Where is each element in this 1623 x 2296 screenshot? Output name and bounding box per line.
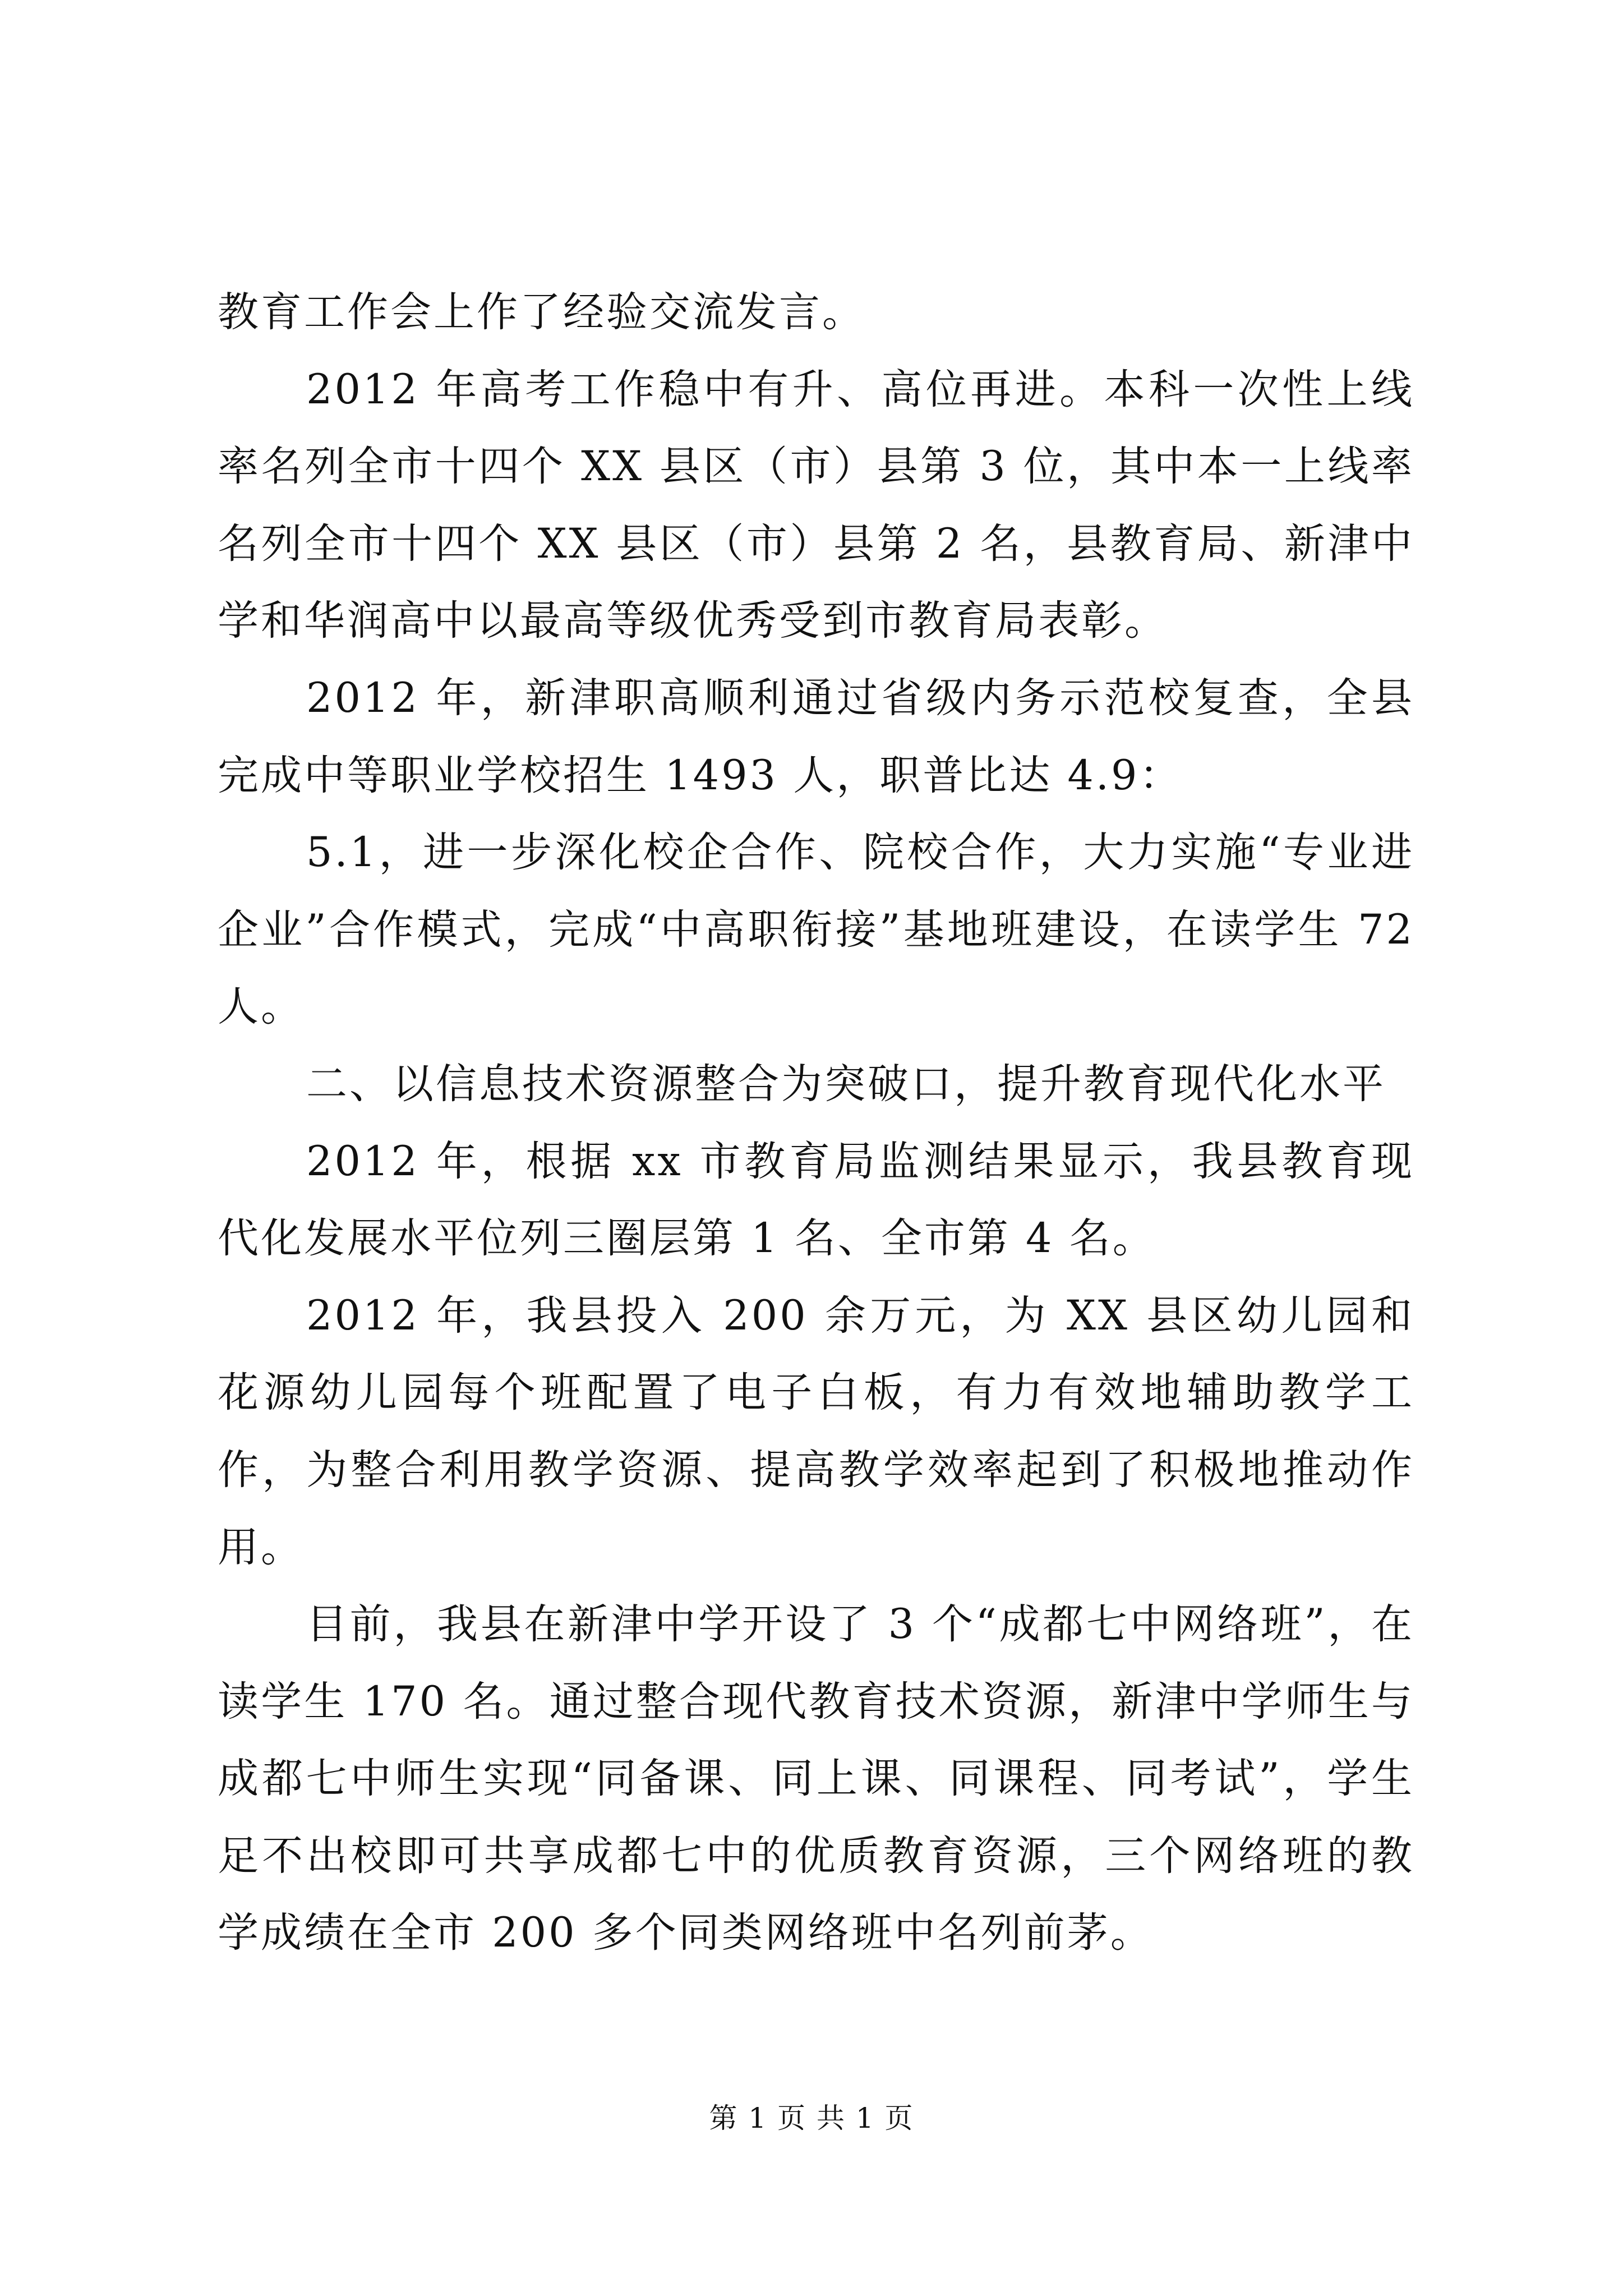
paragraph-4: 5.1，进一步深化校企合作、院校合作，大力实施“专业进企业”合作模式，完成“中高职衔接”基地班建设，在读学生 72 人。 xyxy=(218,829,1414,1031)
paragraph-2: 2012 年高考工作稳中有升、高位再进。本科一次性上线率名列全市十四个 XX 县区（市）县第 3 位，其中本一上线率名列全市十四个 XX 县区（市）县第 2 名，县教育局、新津中学和华润高中以最高等级优秀受到市教育局表彰。 xyxy=(218,365,1414,645)
section-heading: 二、以信息技术资源整合为突破口，提升教育现代化水平 xyxy=(306,1060,1386,1108)
document-body xyxy=(218,274,1414,1972)
paragraph-3: 2012 年，新津职高顺利通过省级内务示范校复查，全县完成中等职业学校招生 1493 人，职普比达 4.9： xyxy=(218,674,1414,799)
paragraph-6: 2012 年，根据 xx 市教育局监测结果显示，我县教育现代化发展水平位列三圈层第 1 名、全市第 4 名。 xyxy=(218,1137,1414,1263)
paragraph-8: 目前，我县在新津中学开设了 3 个“成都七中网络班”，在读学生 170 名。通过整合现代教育技术资源，新津中学师生与成都七中师生实现“同备课、同上课、同课程、同考试”，学生足不出校即可共享成都七中的优质教育资源，三个网络班的教学成绩在全市 200 多个同类网络班中名列前茅。 xyxy=(218,1600,1414,1957)
paragraph-7: 2012 年，我县投入 200 余万元，为 XX 县区幼儿园和花源幼儿园每个班配置了电子白板，有力有效地辅助教学工作，为整合利用教学资源、提高教学效率起到了积极地推动作用。 xyxy=(218,1291,1414,1571)
paragraph-1: 教育工作会上作了经验交流发言。 xyxy=(218,288,865,336)
page-footer: 第 1 页 共 1 页 xyxy=(709,2102,914,2134)
